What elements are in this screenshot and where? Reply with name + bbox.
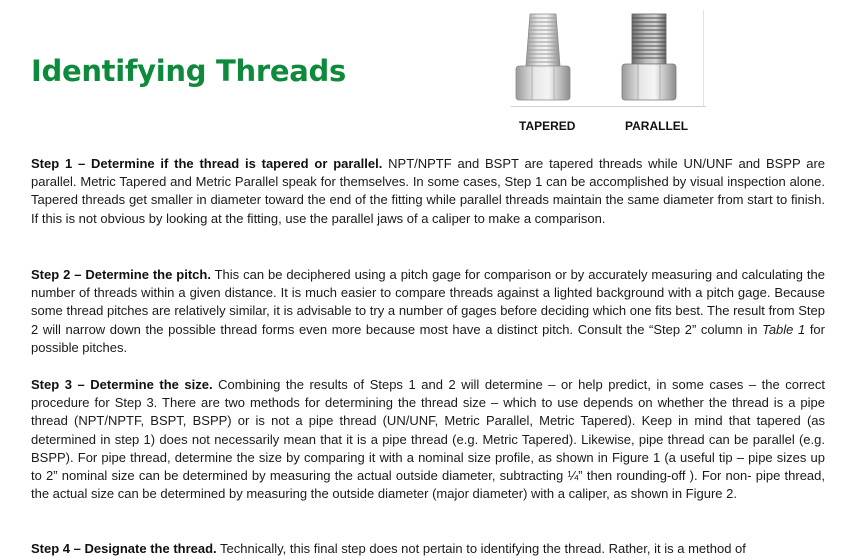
- tapered-caption: TAPERED: [519, 119, 576, 133]
- step-2-heading: Step 2 – Determine the pitch.: [31, 267, 211, 282]
- parallel-fitting-icon: [622, 14, 676, 100]
- page-title: Identifying Threads: [31, 54, 346, 88]
- step-2-text: This can be deciphered using a pitch gage for comparison or by accurately measuring and calculating the number of threads within a given distance. It is much easier to compare threads against a lighted background with a pitch gage. Because some thread pitches are relatively similar, it is advisable to try a number of gages before deciding which one fits best. The result from Step 2 will narrow down the possible thread forms even more because most have a distinct pitch. Consult the “Step 2” column in: [31, 267, 825, 337]
- step-1-paragraph: [31, 155, 825, 228]
- table-reference: Table 1: [762, 321, 806, 337]
- figure-rule: [511, 106, 706, 107]
- parallel-caption: PARALLEL: [625, 119, 689, 133]
- step-4-text: Technically, this final step does not pertain to identifying the thread. Rather, it is a method of: [216, 541, 746, 556]
- step-3-text: Combining the results of Steps 1 and 2 will determine – or help predict, in some cases – the correct procedure for Step 3. There are two methods for determining the thread size – which to use depends on whether the thread is a pipe thread (NPT/NPTF, BSPT, BSPP) or is not a pipe thread (UN/UNF, Metric Parallel, Metric Tapered). Keep in mind that tapered (as determined in step 1) does not necessarily mean that it is a pipe thread (e.g. Metric Tapered). Likewise, pipe thread can be parallel (e.g. BSPP). For pipe thread, determine the size by comparing it with a nominal size profile, as shown in Figure 1 (a useful tip – pipe sizes up to 2” nominal size can be determined by measuring the actual outside diameter, subtracting ¼” then rounding-off ). For non- pipe thread, the actual size can be determined by measuring the outside diameter (major diameter) with a caliper, as shown in Figure 2.: [31, 377, 826, 502]
- step-3-heading: Step 3 – Determine the size.: [31, 377, 213, 392]
- step-2-paragraph: [31, 266, 825, 357]
- step-1-heading: Step 1 – Determine if the thread is tapered or parallel.: [31, 156, 383, 171]
- step-4-paragraph: [31, 540, 825, 558]
- step-2-text-end: for possible pitches.: [31, 321, 825, 355]
- tapered-fitting-icon: [516, 14, 570, 100]
- step-3-paragraph: [31, 376, 825, 503]
- thread-figure: [508, 8, 708, 108]
- step-1-text: NPT/NPTF and BSPT are tapered threads while UN/UNF and BSPP are parallel. Metric Tapered and Metric Parallel speak for themselves. In some cases, Step 1 can be accomplished by visual inspection alone. Tapered threads get smaller in diameter toward the end of the fitting while parallel threads maintain the same diameter from start to finish. If this is not obvious by looking at the fitting, use the parallel jaws of a caliper to make a comparison.: [31, 156, 825, 226]
- step-4-heading: Step 4 – Designate the thread.: [31, 541, 217, 556]
